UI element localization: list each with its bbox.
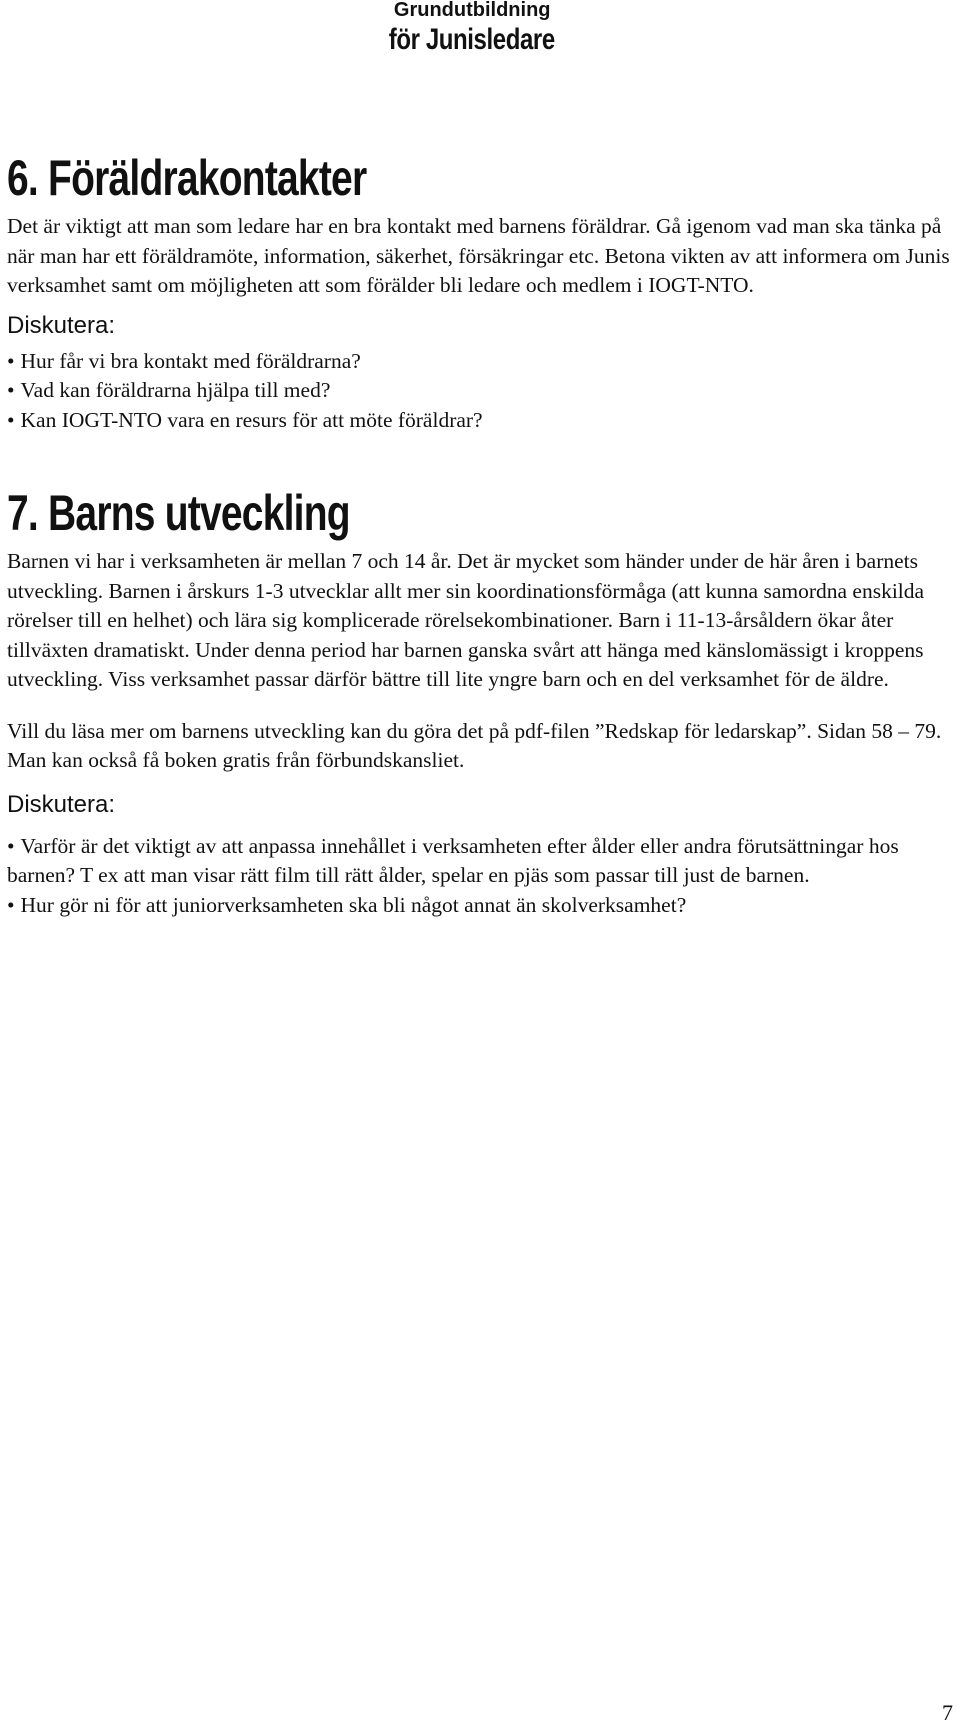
list-item xyxy=(7,891,957,921)
section-6-paragraph: Det är viktigt att man som ledare har en bra kontakt med barnens föräldrar. Gå igenom vad man ska tänka på när man har ett föräldramöte, information, säkerhet, försäkringar etc. Betona vikten av att informera om Junis verksamhet samt om möjligheten att som förälder bli ledare och medlem i IOGT-NTO. xyxy=(7,214,950,297)
list-item-text: Hur får vi bra kontakt med föräldrarna? xyxy=(20,348,361,373)
bullet-icon: • xyxy=(7,348,15,373)
section-6-discuss-label: Diskutera: xyxy=(7,311,116,339)
section-7-title: 7. Barns utveckling xyxy=(7,485,350,541)
section-6-title: 6. Föräldrakontakter xyxy=(7,150,367,206)
document-content xyxy=(7,150,957,920)
page-number: 7 xyxy=(942,1700,953,1725)
section-7-paragraph-1: Barnen vi har i verksamheten är mellan 7 och 14 år. Det är mycket som händer under de här åren i barnets utveckling. Barnen i årskurs 1-3 utvecklar allt mer sin koordinationsförmåga (att kunna samordna enskilda rörelser till en helhet) och lära sig komplicerade rörelsekombinationer. Barn i 11-13-årsåldern ökar åter tillväxten dramatiskt. Under denna period har barnen ganska svårt att hänga med känslomässigt i kroppens utveckling. Viss verksamhet passar därför bättre till lite yngre barn och en del verksamhet för de äldre. xyxy=(7,549,925,691)
header-title-line2: för Junisledare xyxy=(389,23,556,56)
list-item xyxy=(7,376,957,406)
list-item-text: Kan IOGT-NTO vara en resurs för att möte föräldrar? xyxy=(20,407,483,432)
bullet-icon: • xyxy=(7,892,15,917)
bullet-icon: • xyxy=(7,378,15,402)
list-item xyxy=(7,832,957,891)
list-item xyxy=(7,347,957,377)
bullet-icon: • xyxy=(7,833,15,858)
list-item xyxy=(7,406,957,436)
list-item-text: Vad kan föräldrarna hjälpa till med? xyxy=(20,378,331,402)
section-7-paragraph-2: Vill du läsa mer om barnens utveckling kan du göra det på pdf-filen ”Redskap för ledarskap”. Sidan 58 – 79. Man kan också få boken gratis från förbundskansliet. xyxy=(7,718,942,772)
header-title-line1: Grundutbildning xyxy=(393,0,551,21)
section-foraldrakontakter xyxy=(7,150,957,435)
section-7-bullet-list xyxy=(7,832,957,921)
section-6-bullet-list xyxy=(7,347,957,436)
section-7-discuss-label: Diskutera: xyxy=(7,790,116,818)
section-barns-utveckling xyxy=(7,485,957,920)
bullet-icon: • xyxy=(7,407,15,432)
document-header xyxy=(368,0,576,58)
list-item-text: Varför är det viktigt av att anpassa innehållet i verksamheten efter ålder eller andra förutsättningar hos barnen? T ex att man visar rätt film till rätt ålder, spelar en pjäs som passar till just de barnen. xyxy=(7,833,899,887)
list-item-text: Hur gör ni för att juniorverksamheten ska bli något annat än skolverksamhet? xyxy=(20,892,687,917)
